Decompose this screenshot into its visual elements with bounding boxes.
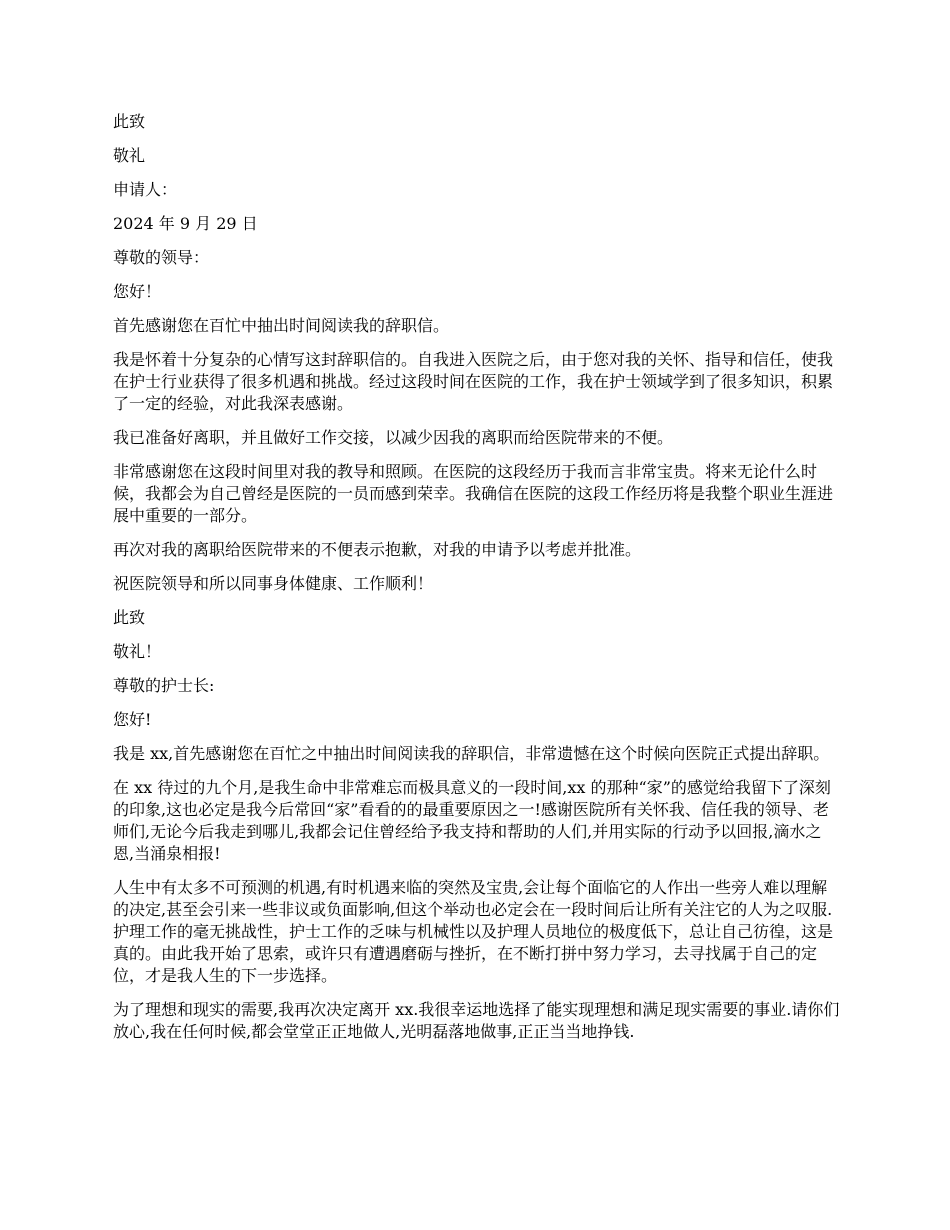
closing-respect: 敬礼: [113, 146, 146, 165]
body-paragraph: 非常感谢您在这段时间里对我的教导和照顾。在医院的这段经历于我而言非常宝贵。将来无论什么时候，我都会为自己曾经是医院的一员而感到荣幸。我确信在医院的这段工作经历将是我整个职业生涯进展中重要的一部分。: [113, 462, 834, 525]
body-paragraph: 人生中有太多不可预测的机遇,有时机遇来临的突然及宝贵,会让每个面临它的人作出一些旁人难以理解的决定,甚至会引来一些非议或负面影响,但这个举动也必定会在一段时间后让所有关注它的人为之叹服.护理工作的毫无挑战性，护士工作的乏味与机械性以及护理人员地位的极度低下，总让自己彷徨，这是真的。由此我开始了思索，或许只有遭遇磨砺与挫折，在不断打拼中努力学习，去寻找属于自己的定位，才是我人生的下一步选择。: [113, 878, 834, 985]
applicant-label: 申请人：: [113, 180, 178, 199]
greeting-recipient: 尊敬的护士长:: [113, 676, 215, 695]
body-paragraph: 在 xx 待过的九个月,是我生命中非常难忘而极具意义的一段时间,xx 的那种“家”的感觉给我留下了深刻的印象,这也必定是我今后常回“家”看看的的最重要原因之一!感谢医院所有关怀我、信任我的领导、老师们,无论今后我走到哪儿,我都会记住曾经给予我支持和帮助的人们,并用实际的行动予以回报,滴水之恩,当涌泉相报!: [113, 778, 831, 863]
body-paragraph: 为了理想和现实的需要,我再次决定离开 xx.我很幸运地选择了能实现理想和满足现实需要的事业.请你们放心,我在任何时候,都会堂堂正正地做人,光明磊落地做事,正正当当地挣钱.: [113, 1000, 840, 1041]
body-paragraph: 再次对我的离职给医院带来的不便表示抱歉，对我的申请予以考虑并批准。: [113, 540, 642, 559]
greeting-hello: 您好!: [113, 710, 152, 729]
body-paragraph: 首先感谢您在百忙中抽出时间阅读我的辞职信。: [113, 316, 450, 335]
body-paragraph: 我是怀着十分复杂的心情写这封辞职信的。自我进入医院之后，由于您对我的关怀、指导和信任，使我在护士行业获得了很多机遇和挑战。经过这段时间在医院的工作，我在护士领域学到了很多知识，积累了一定的经验，对此我深表感谢。: [113, 350, 834, 413]
body-paragraph: 我是 xx,首先感谢您在百忙之中抽出时间阅读我的辞职信，非常遗憾在这个时候向医院正式提出辞职。: [113, 744, 830, 763]
body-paragraph: 祝医院领导和所以同事身体健康、工作顺利！: [113, 574, 434, 593]
closing-salutation: 此致: [113, 112, 146, 131]
date-line: 2024 年 9 月 29 日: [113, 214, 258, 233]
closing-salutation: 此致: [113, 608, 146, 627]
greeting-recipient: 尊敬的领导：: [113, 248, 210, 267]
greeting-hello: 您好！: [113, 282, 162, 301]
closing-respect: 敬礼！: [113, 642, 162, 661]
document-page: [113, 111, 840, 1055]
body-paragraph: 我已准备好离职，并且做好工作交接，以减少因我的离职而给医院带来的不便。: [113, 428, 674, 447]
